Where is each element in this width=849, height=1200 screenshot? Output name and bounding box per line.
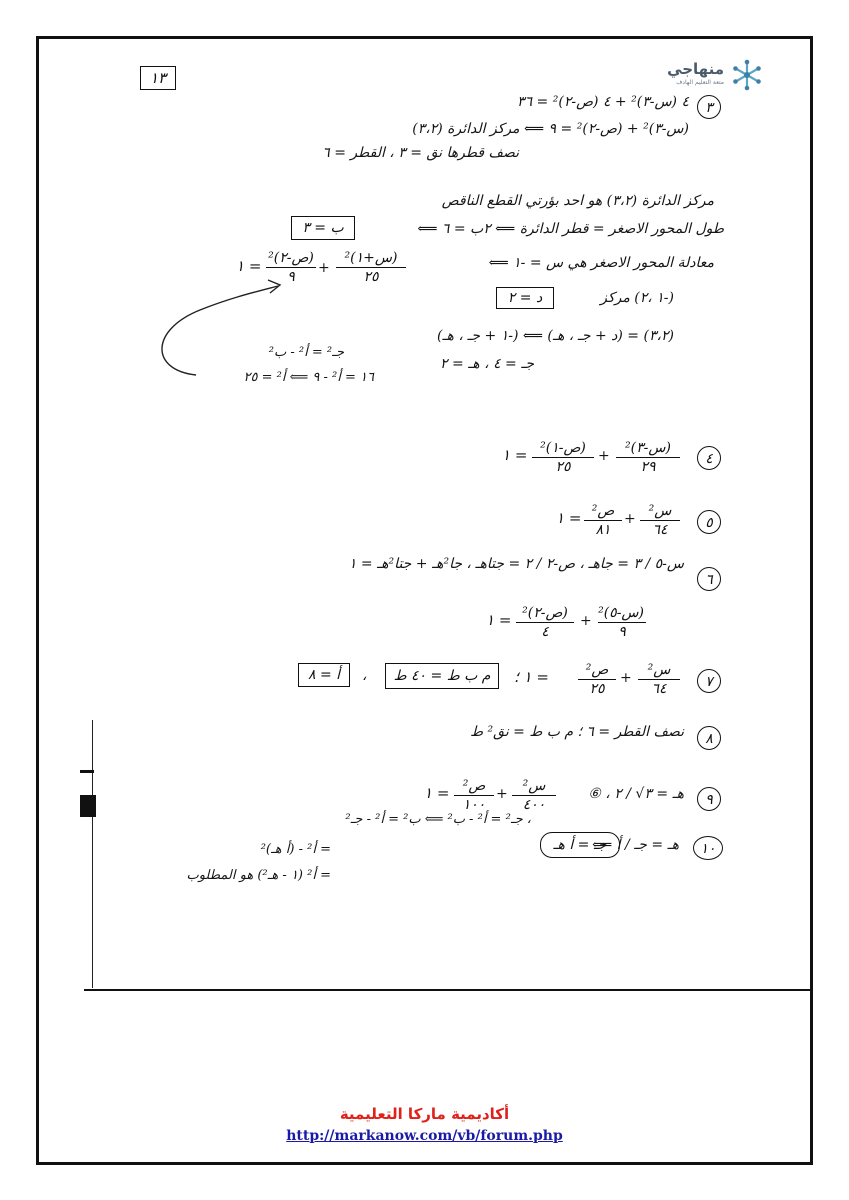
q7-plus: +: [620, 670, 633, 686]
q6-line-1: س-٥ / ٣ = جاهـ ، ص-٢ / ٢ = جتاهـ ، جا²هـ + جتا²هـ = ١: [348, 556, 684, 572]
q3-fraction-2: [266, 250, 316, 285]
q4-frac1-num: (س-٣)²: [616, 440, 680, 458]
logo-tagline: متعة التعليم الهادف: [676, 79, 724, 86]
q5-plus: +: [624, 511, 637, 527]
q6-frac1-den: ٩: [618, 624, 626, 640]
q3-line-3: نصف قطرها نق = ٣ ، القطر = ٦: [322, 145, 519, 161]
q5-frac2-num: ص²: [584, 503, 622, 521]
q7-eq-one: = ١ ؛: [514, 668, 549, 686]
q9-frac1-num: س²: [512, 778, 556, 796]
q9-frac2-den: ١٠٠: [462, 797, 486, 813]
q4-frac2-den: ٢٥: [555, 459, 571, 475]
question-number-5: ٥: [697, 510, 721, 534]
q4-fraction-1: [616, 440, 680, 475]
forum-link[interactable]: http://markanow.com/vb/forum.php: [286, 1128, 563, 1144]
q7-fraction-1: [638, 662, 680, 697]
q4-frac2-num: (ص-١)²: [532, 440, 594, 458]
q7-fraction-2: [578, 662, 616, 697]
q9-frac2-num: ص²: [454, 778, 494, 796]
q3-frac1-den: ٢٥: [363, 269, 379, 285]
q3-line-4: مركز الدائرة (٣،٢) هو احد بؤرتي القطع الناقص: [441, 193, 714, 209]
q6-frac2-num: (ص-٢)²: [516, 605, 574, 623]
q6-plus: +: [580, 613, 593, 629]
q4-eq-one: = ١: [502, 446, 528, 464]
q10-line-2: = أ² - (أ هـ)²: [260, 842, 331, 857]
q3-line-9-right-b: ١٦ = أ² - ٩ ⟸ أ² = ٢٥: [243, 370, 374, 385]
q3-result-box-b: ب = ٣: [291, 216, 355, 240]
question-number-10: ١٠: [693, 836, 723, 860]
q3-plus: +: [318, 260, 331, 276]
q5-frac1-num: س²: [640, 503, 680, 521]
q9-frac1-den: ٤٠٠: [522, 797, 546, 813]
q3-line-9-left: جـ = ٤ ، هـ = ٢: [440, 356, 534, 372]
q9-eq-one: = ١: [424, 784, 450, 802]
q3-fraction-1: [336, 250, 406, 285]
q3-line-5: طول المحور الاصغر = قطر الدائرة ⟸ ٢ب = ٦ ⟸: [417, 221, 724, 237]
q7-comma: ،: [362, 668, 367, 684]
q9-fraction-1: [512, 778, 556, 813]
q9-text: هـ = ٣√ / ٢ ، ⑥: [588, 786, 684, 802]
q4-plus: +: [598, 448, 611, 464]
snowflake-logo-icon: [730, 58, 764, 92]
q6-frac2-den: ٤: [541, 624, 549, 640]
q5-fraction-2: [584, 503, 622, 538]
q10-result-oval: جـ = أ هـ: [540, 832, 620, 858]
q4-frac1-den: ٢٩: [640, 459, 656, 475]
q3-line-8: (٣،٢) = (د + جـ ، هـ) ⟸ (-١ + جـ ، هـ): [436, 328, 674, 344]
q4-fraction-2: [532, 440, 594, 475]
logo-name: منهاجي: [667, 60, 724, 78]
margin-black-mark: [80, 795, 96, 817]
q5-eq-one: = ١: [556, 509, 582, 527]
q3-line-1: ٤ (س-٣)² + ٤ (ص-٢)² = ٣٦: [517, 94, 689, 110]
q6-fraction-2: [516, 605, 574, 640]
question-number-8: ٨: [697, 726, 721, 750]
q3-line-2: (س-٣)² + (ص-٢)² = ٩ ⟸ مركز الدائرة (٣،٢): [412, 121, 689, 137]
q7-frac1-den: ٦٤: [651, 681, 667, 697]
question-number-9: ٩: [697, 787, 721, 811]
q9-fraction-2: [454, 778, 494, 813]
q10-line-1b: ، جـ² = أ² - ب² ⟸ ب² = أ² - جـ²: [345, 812, 531, 827]
q3-line-9-right-a: جـ² = أ² - ب²: [268, 345, 344, 360]
brand-logo: [664, 58, 764, 94]
q3-result-box-d: د = ٢: [496, 287, 554, 309]
q5-frac1-den: ٦٤: [652, 522, 668, 538]
q6-frac1-num: (س-٥)²: [598, 605, 644, 621]
q7-result-box-a: أ = ٨: [298, 663, 350, 687]
content-bottom-rule: [84, 989, 811, 991]
q5-fraction-1: [640, 503, 680, 538]
question-number-6: ٦: [697, 567, 721, 591]
q10-line-1: هـ = جـ / أ ⟸: [592, 837, 679, 853]
q9-plus: +: [496, 786, 509, 802]
q3-frac2-den: ٩: [287, 269, 295, 285]
question-number-3: ٣: [697, 95, 721, 119]
q7-frac1-num: س²: [638, 662, 680, 680]
q3-line-7: (-١ ،٢) مركز: [600, 290, 674, 306]
margin-rule: [92, 720, 93, 988]
q5-frac2-den: ٨١: [595, 522, 611, 538]
q3-frac1-num: (س+١)²: [336, 250, 406, 268]
q3-eq-one: = ١: [236, 257, 262, 275]
q8-text: نصف القطر = ٦ ؛ م ب ط = نق² ط: [470, 724, 684, 740]
q7-frac2-den: ٢٥: [589, 681, 605, 697]
academy-name: أكاديمية ماركا التعليمية: [339, 1105, 510, 1123]
question-number-4: ٤: [697, 446, 721, 470]
page-number: ١٣: [140, 66, 176, 90]
q6-eq-one: = ١: [486, 611, 512, 629]
margin-dash-mark: [80, 770, 94, 773]
q7-result-box-area: م ب ط = ٤٠ ط: [385, 663, 499, 689]
q7-frac2-num: ص²: [578, 662, 616, 680]
q10-line-3: = أ² (١ - هـ²) هو المطلوب: [186, 868, 331, 883]
q3-line-6: معادلة المحور الاصغر هي س = -١ ⟸: [488, 255, 714, 271]
question-number-7: ٧: [697, 669, 721, 693]
q6-fraction-1: [598, 605, 646, 640]
q3-frac2-num: (ص-٢)²: [266, 250, 316, 268]
